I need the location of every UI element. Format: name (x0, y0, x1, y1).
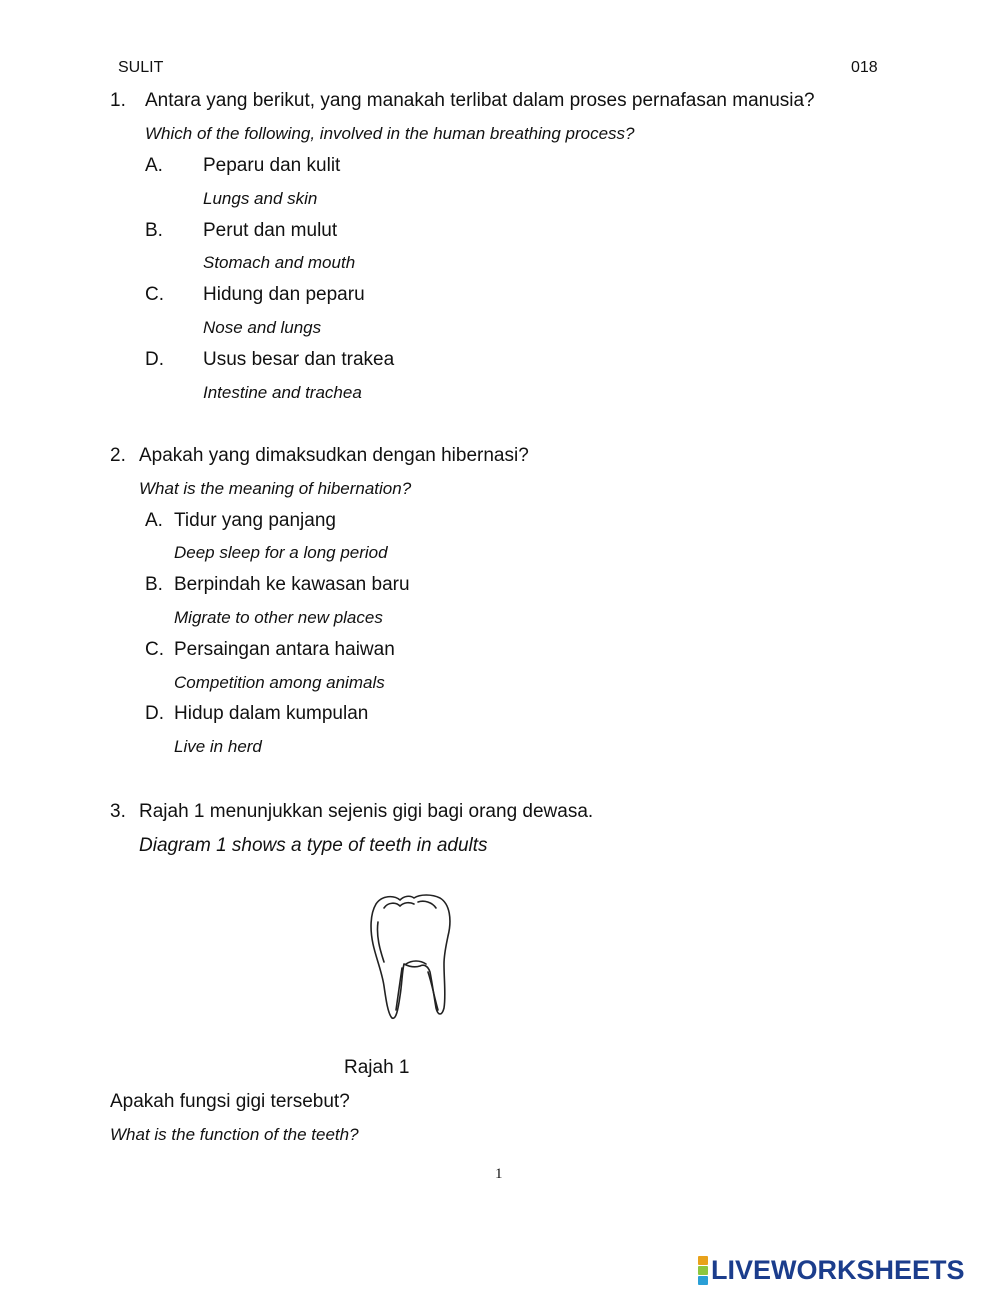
q1-option-d-letter: D. (145, 349, 164, 370)
q1-option-d-text: Usus besar dan trakea (203, 349, 395, 370)
logo-blocks-icon (698, 1256, 708, 1285)
q2-option-d-text: Hidup dalam kumpulan (174, 703, 369, 724)
q1-option-c-letter: C. (145, 284, 164, 305)
q2-number: 2. (110, 445, 126, 466)
q2-option-d-letter: D. (145, 703, 164, 724)
q1-option-c-text: Hidung dan peparu (203, 284, 365, 305)
q2-option-b-letter: B. (145, 574, 163, 595)
q1-option-d-text-en: Intestine and trachea (203, 383, 362, 402)
q1-option-b-letter: B. (145, 220, 163, 241)
q1-text-en: Which of the following, involved in the human breathing process? (145, 124, 635, 143)
q3-question: Apakah fungsi gigi tersebut? (110, 1091, 350, 1112)
q2-option-c-text-en: Competition among animals (174, 673, 385, 692)
logo-block-s (698, 1276, 708, 1285)
q1-option-a-letter: A. (145, 155, 163, 176)
molar-tooth-diagram (362, 892, 456, 1024)
liveworksheets-logo (698, 1254, 965, 1286)
q2-text-en: What is the meaning of hibernation? (139, 479, 412, 498)
q2-option-c-text: Persaingan antara haiwan (174, 639, 395, 660)
brand-name: LIVEWORKSHEETS (711, 1254, 965, 1285)
header-right: 018 (851, 59, 878, 76)
q3-number: 3. (110, 801, 126, 822)
q1-option-b-text-en: Stomach and mouth (203, 253, 356, 272)
q1-option-a-text-en: Lungs and skin (203, 189, 318, 208)
q1-option-a-text: Peparu dan kulit (203, 155, 341, 176)
q1-number: 1. (110, 90, 126, 111)
q1-option-c-text-en: Nose and lungs (203, 318, 322, 337)
q2-option-a-text-en: Deep sleep for a long period (174, 543, 388, 562)
logo-block-w (698, 1266, 708, 1275)
q2-option-b-text-en: Migrate to other new places (174, 608, 383, 627)
diagram-caption: Rajah 1 (344, 1057, 410, 1078)
q3-question-en: What is the function of the teeth? (110, 1125, 359, 1144)
q2-option-a-text: Tidur yang panjang (174, 510, 336, 531)
header-left: SULIT (118, 59, 164, 76)
q1-option-b-text: Perut dan mulut (203, 220, 338, 241)
q3-text: Rajah 1 menunjukkan sejenis gigi bagi orang dewasa. (139, 801, 594, 822)
q2-option-b-text: Berpindah ke kawasan baru (174, 574, 410, 595)
q2-option-c-letter: C. (145, 639, 164, 660)
q3-text-en: Diagram 1 shows a type of teeth in adults (139, 835, 488, 856)
q2-option-a-letter: A. (145, 510, 163, 531)
q2-text: Apakah yang dimaksudkan dengan hibernasi? (139, 445, 529, 466)
q2-option-d-text-en: Live in herd (174, 737, 262, 756)
page-number: 1 (495, 1166, 503, 1182)
logo-block-l (698, 1256, 708, 1265)
q1-text: Antara yang berikut, yang manakah terlibat dalam proses pernafasan manusia? (145, 90, 815, 111)
